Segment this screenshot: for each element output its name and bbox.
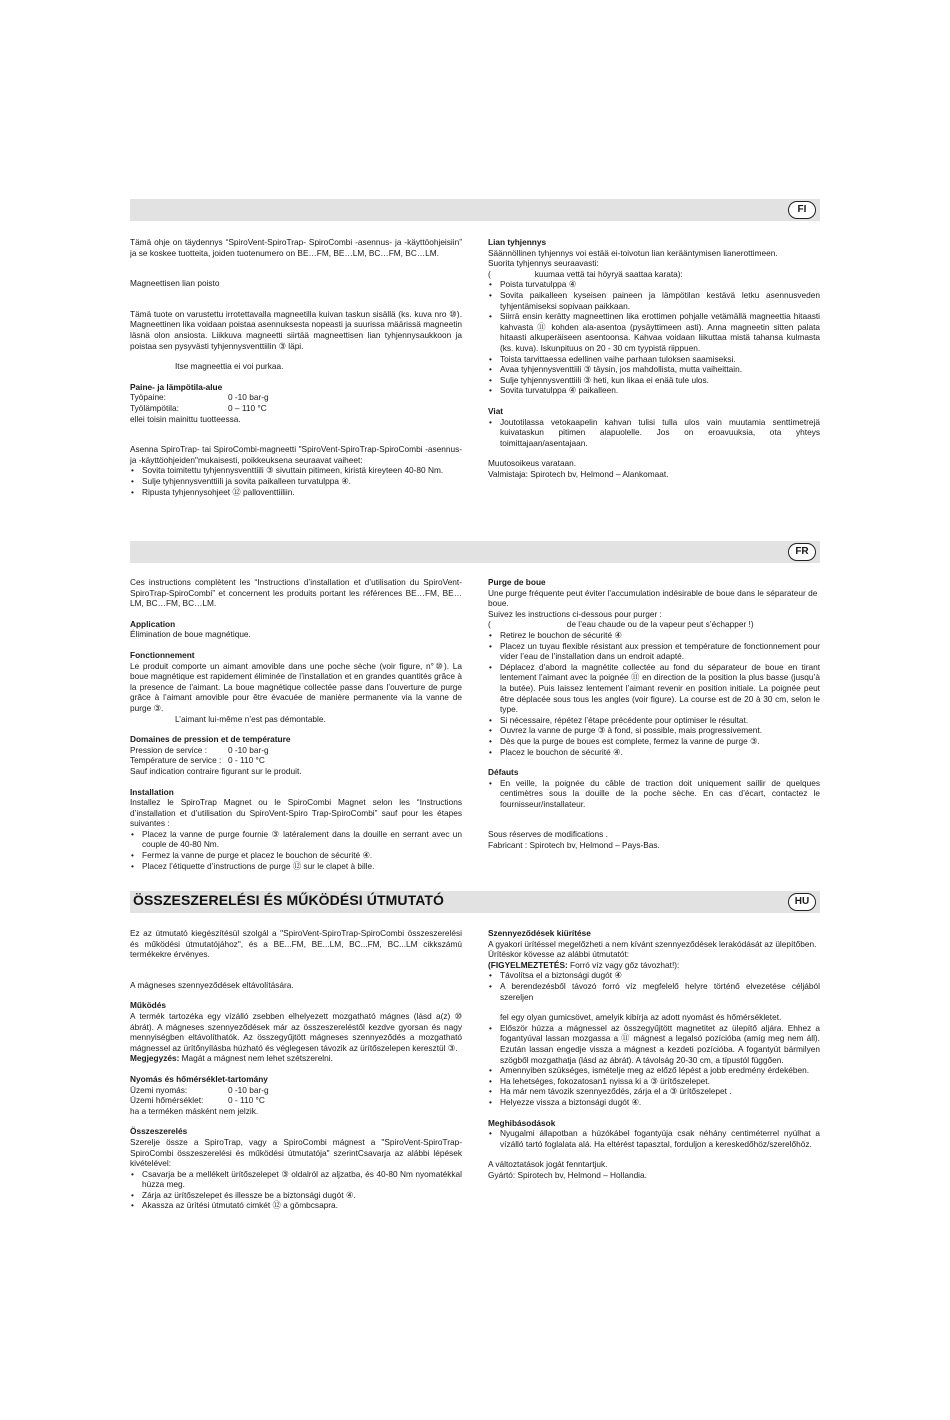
hu-temp-row: Üzemi hőmérséklet: 0 - 110 °C xyxy=(130,1095,265,1106)
fi-purge-intro2: Suorita tyhjennys seuraavasti: xyxy=(488,258,599,269)
hu-install-steps xyxy=(130,1169,462,1211)
list-item: • Placez la vanne de purge fournie ③ latéralement dans la douille en serrant avec un couple de 40-80 Nm. xyxy=(130,829,462,850)
list-item: • Avaa tyhjennysventtiili ③ täysin, jos mahdollista, mutta vaiheittain. xyxy=(488,364,820,375)
language-badge-fi: FI xyxy=(788,201,816,219)
hu-section-title: ÖSSZESZERELÉSI ÉS MŰKÖDÉSI ÚTMUTATÓ xyxy=(133,892,445,908)
hu-maker: Gyártó: Spirotech bv, Helmond – Hollandia. xyxy=(488,1169,647,1180)
fi-left-column xyxy=(130,237,462,507)
fi-purge-steps xyxy=(488,279,820,396)
section-header-hu xyxy=(130,891,820,913)
fr-purge-intro2: Suivez les instructions ci-dessous pour purger : xyxy=(488,608,662,619)
language-badge-fr: FR xyxy=(788,543,816,561)
fi-faults xyxy=(488,417,820,449)
list-item: • Sovita toimitettu tyhjennysventtiili ③ sivuttain pitimeen, kiristä kireyteen 40-80 Nm. xyxy=(130,465,462,476)
fr-purge-intro1: Une purge fréquente peut éviter l’accumulation indésirable de boue dans le séparateur de boue. xyxy=(488,587,818,609)
list-item: • A berendezésből távozó forró víz megfelelő helyre történő elvezetése céljából szereljen xyxy=(488,981,820,1002)
fi-intro: Tämä ohje on täydennys “SpiroVent-SpiroTrap- SpiroCombi -asennus- ja -käyttöohjeisiin” ja se koskee tuotteita, joiden tuotenumero on BE…FM, BE…LM, BC…FM, BC…LM. xyxy=(130,237,462,258)
hu-intro: Ez az útmutató kiegészítésül szolgál a "SpiroVent-SpiroTrap-SpiroCombi összeszerelési és működési útmutatójához", és a BE...FM, BE...LM, BC...FM, BC...LM cikkszámú termékekre érvényes. xyxy=(130,928,462,960)
list-item: • Sulje tyhjennysventtiili ③ heti, kun likaa ei enää tule ulos. xyxy=(488,375,820,386)
list-item: • Amennyiben szükséges, ismételje meg az előző lépést a jobb eredmény érdekében. xyxy=(488,1065,820,1076)
fi-range-note: ellei toisin mainittu tuotteessa. xyxy=(130,413,241,424)
section-header-fi xyxy=(130,199,820,221)
hu-faults-heading: Meghibásodások xyxy=(488,1117,556,1128)
fr-install-intro: Installez le SpiroTrap Magnet ou le SpiroCombi Magnet selon les “Instructions d’installation et d’utilisation du SpiroVent-Spiro Trap-SpiroCombi” sauf pour les étapes suivantes : xyxy=(130,797,462,829)
hu-purge-warning: (FIGYELMEZTETÉS: Forró víz vagy gőz távozhat!): xyxy=(488,959,680,970)
list-item: • Sulje tyhjennysventtiili ja sovita paikalleen turvatulppa ④. xyxy=(130,476,462,487)
fr-right-column xyxy=(488,577,820,851)
fi-faults-heading: Viat xyxy=(488,405,504,416)
hu-left-column xyxy=(130,928,462,1221)
fi-function: Tämä tuote on varustettu irrotettavalla magneetilla kuivan taskun sisällä (ks. kuva nro ⑩). Magneettinen lika voidaan poistaa asennuksesta nopeasti ja suurissa määrissä magneetin läsnä olon ansiosta. Liikkuva magneetti siirtää magneettisen lian tyhjennysaukkoon ja poistaa sen pysyvästi tyhjennysventtiilin ③ läpi. xyxy=(130,308,462,351)
fi-maker: Valmistaja: Spirotech bv, Helmond – Alankomaat. xyxy=(488,468,669,479)
list-item: • Dès que la purge de boues est complete, fermez la vanne de purge ③. xyxy=(488,736,820,747)
fi-purge-intro1: Säännöllinen tyhjennys voi estää ei-toivotun lian kerääntymisen lianerottimeen. xyxy=(488,247,778,258)
hu-note: Megjegyzés: Magát a mágnest nem lehet szétszerelni. xyxy=(130,1053,333,1064)
fr-function-heading: Fonctionnement xyxy=(130,649,195,660)
list-item: • Ha már nem távozik szennyeződés, zárja el a ③ ürítőszelepet . xyxy=(488,1086,820,1097)
hu-right-column xyxy=(488,928,820,1180)
fi-range-heading: Paine- ja lämpötila-alue xyxy=(130,381,223,392)
fr-intro: Ces instructions complètent les “Instructions d’installation et d’utilisation du SpiroVent-SpiroTrap-SpiroCombi” et concernent les produits portant les références BE…FM, BE…LM, BC…FM, BC…LM. xyxy=(130,577,462,609)
fr-purge-heading: Purge de boue xyxy=(488,577,546,587)
list-item: • Poista turvatulppa ④ xyxy=(488,279,820,290)
hu-purge-intro2: Ürítéskor kövesse az alábbi útmutatót: xyxy=(488,949,630,960)
fi-application: Magneettisen lian poisto xyxy=(130,278,220,289)
list-item: • Sovita turvatulppa ④ paikalleen. xyxy=(488,385,820,396)
fr-maker: Fabricant : Spirotech bv, Helmond – Pays-Bas. xyxy=(488,840,660,851)
list-item: • Csavarja be a mellékelt ürítőszelepet ③ oldalról az aljzatba, és 40-80 Nm nyomatékkal húzza meg. xyxy=(130,1169,462,1190)
list-item: • Ripusta tyhjennysohjeet ⑫ palloventtiiliin. xyxy=(130,487,462,498)
fi-purge-warning: ( kuumaa vettä tai höyryä saattaa karata): xyxy=(488,268,683,279)
list-item: • Toista tarvittaessa edellinen vaihe parhaan tuloksen saamiseksi. xyxy=(488,354,820,365)
hu-purge-steps-a xyxy=(488,970,820,1002)
list-item: • Akassza az ürítési útmutató cimkét ⑫ a gömbcsapra. xyxy=(130,1200,462,1211)
hu-purge-heading: Szennyeződések kiürítése xyxy=(488,928,591,938)
hu-application: A mágneses szennyeződések eltávolítására. xyxy=(130,979,294,990)
fi-right-column xyxy=(488,237,820,479)
fr-purge-warning: ( de l’eau chaude ou de la vapeur peut s’échapper !) xyxy=(488,619,754,630)
list-item: • Ouvrez la vanne de purge ③ à fond, si possible, mais progressivement. xyxy=(488,725,820,736)
fr-range-heading: Domaines de pression et de température xyxy=(130,734,291,745)
fi-pressure-row: Työpaine: 0 -10 bar-g xyxy=(130,392,269,403)
hu-reserve: A változtatások jogát fenntartjuk. xyxy=(488,1159,608,1170)
list-item: • Először húzza a mágnessel az összegyűjtött magnetitet az ülepítő aljára. Ehhez a fogantyúval lassan mozgassa a ⑪ mágnest a legalsó pozícióba (amíg meg nem áll). Ezután lassan engedje vissza a mágnest a kezdeti pozícióba. A fogantyút bármilyen szögből mozgathatja (lásd az ábrát). A távolság 20-30 cm, a típustól függően. xyxy=(488,1023,820,1065)
hu-faults xyxy=(488,1128,820,1149)
fr-pressure-row: Pression de service : 0 -10 bar-g xyxy=(130,744,269,755)
list-item: • Zárja az ürítőszelepet és illessze be a biztonsági dugót ④. xyxy=(130,1190,462,1201)
list-item: • Retirez le bouchon de sécurité ④ xyxy=(488,630,820,641)
hu-pressure-row: Üzemi nyomás: 0 -10 bar-g xyxy=(130,1084,269,1095)
fr-reserve: Sous réserves de modifications . xyxy=(488,829,608,840)
fr-application: Élimination de boue magnétique. xyxy=(130,629,251,640)
fr-purge-steps xyxy=(488,630,820,757)
hu-function-heading: Működés xyxy=(130,1000,166,1011)
list-item: • Placez un tuyau flexible résistant aux pression et température de fonctionnement pour vider l’eau de l’installation dans un endroit adapté. xyxy=(488,641,820,662)
hu-range-note: ha a terméken másként nem jelzik. xyxy=(130,1105,259,1116)
fr-application-heading: Application xyxy=(130,618,176,629)
section-header-fr xyxy=(130,541,820,563)
hu-install-intro: Szerelje össze a SpiroTrap, vagy a SpiroCombi mágnest a "SpiroVent-SpiroTrap-SpiroCombi összeszerelési és működési útmutatója" szerintCsavarja az alábbi lépések kivételével: xyxy=(130,1136,462,1169)
hu-function: A termék tartozéka egy vízálló zsebben elhelyezett mozgatható mágnes (lásd a(z) ⑩ ábrát). A mágneses szennyeződések már az összeszereléstől kezdve gyorsan és nagy mennyiségben eltávolíthatók. Az összegyűjtött mágneses szennyeződés a mozgatható mágnessel az ürítőnyílásba húzható és véglegesen távozik az ürítőszelepen keresztül ③. xyxy=(130,1010,462,1053)
fi-install-intro: Asenna SpiroTrap- tai SpiroCombi-magneetti "SpiroVent-SpiroTrap-SpiroCombi -asennus- ja -käyttöohjeiden"mukaisesti, poikkeuksena seuraavat vaiheet: xyxy=(130,444,462,465)
list-item: • Fermez la vanne de purge et placez le bouchon de sécurité ④. xyxy=(130,850,462,861)
fi-function-note: Itse magneettia ei voi purkaa. xyxy=(175,361,284,372)
hu-install-heading: Összeszerelés xyxy=(130,1126,188,1137)
fr-install-heading: Installation xyxy=(130,786,174,797)
fr-install-steps xyxy=(130,829,462,871)
fr-faults xyxy=(488,778,820,810)
fr-temp-row: Température de service : 0 - 110 °C xyxy=(130,755,265,766)
hu-purge-steps-b xyxy=(488,1023,820,1108)
list-item: • Nyugalmi állapotban a húzókábel fogantyúja csak néhány centiméterrel nyúlhat a vízálló tartó foglalata alá. Ha eltérést tapasztal, forduljon a kereskedőhöz/szerelőhöz. xyxy=(488,1128,820,1149)
hu-purge-cont: fel egy olyan gumicsövet, amelyik kibírja az adott nyomást és hőmérsékletet. xyxy=(500,1012,782,1023)
list-item: • Ha lehetséges, fokozatosan1 nyissa ki a ③ ürítőszelepet. xyxy=(488,1076,820,1087)
list-item: • Joutotilassa vetokaapelin kahvan tulisi tulla ulos vain muutamia senttimetrejä kuivataskun pitimen alapuolelle. Jos on eroavuuksia, ota yhteys toimittajaan/asentajaan. xyxy=(488,417,820,449)
fr-function: Le produit comporte un aimant amovible dans une poche sèche (voir figure, n°⑩). La boue magnétique est rapidement éliminée de l’installation et en grandes quantités grâce à la presence de l’aimant. La boue magnétique collectée passe dans l’ouverture de purge grâce à l’aimant amovible pour être évacuée de manière permanente via la vanne de purge ③. xyxy=(130,660,462,713)
fi-reserve: Muutosoikeus varataan. xyxy=(488,458,577,469)
fi-purge-heading: Lian tyhjennys xyxy=(488,237,547,247)
list-item: • Helyezze vissza a biztonsági dugót ④. xyxy=(488,1097,820,1108)
fi-temp-row: Työlämpötila: 0 – 110 °C xyxy=(130,402,267,413)
list-item: • Távolítsa el a biztonsági dugót ④ xyxy=(488,970,820,981)
language-badge-hu: HU xyxy=(788,893,816,911)
fi-install-steps xyxy=(130,465,462,497)
fr-left-column xyxy=(130,577,462,881)
list-item: • Siirrä ensin kerätty magneettinen lika erottimen pohjalle vetämällä magneettia hitaasti kahvasta ⑪ kohden ala-asentoa (pysäyttimeen asti). Anna magneetin sitten palata hitaasti alkuperäiseen asentoonsa. Kahvaa voidaan liikuttaa mistä tahansa kulmasta (ks. kuva). Iskunpituus on 20 - 30 cm tyypistä riippuen. xyxy=(488,311,820,353)
list-item: • Déplacez d’abord la magnétite collectée au fond du séparateur de boue en tirant lentement l’aimant avec la poignée ⑪ en direction de la position la plus basse (jusqu’à la butée). Puis laissez lentement l’aimant revenir en position initiale. La poignée peut être déplacée sous tous les angles (voir figure). La course est de 20 à 30 cm, selon le type. xyxy=(488,662,820,715)
hu-range-heading: Nyomás és hőmérséklet-tartomány xyxy=(130,1073,268,1084)
fr-faults-heading: Défauts xyxy=(488,767,519,778)
hu-purge-intro1: A gyakori ürítéssel megelőzheti a nem kívánt szennyeződések lerakódását az ülepítőben. xyxy=(488,938,817,949)
fr-function-note: L’aimant lui-même n’est pas démontable. xyxy=(175,713,326,724)
list-item: • Sovita paikalleen kyseisen paineen ja lämpötilan kestävä letku asennusveden tyhjentämiseksi sopivaan paikkaan. xyxy=(488,290,820,311)
list-item: • Placez l’étiquette d’instructions de purge ⑫ sur le clapet à bille. xyxy=(130,861,462,872)
list-item: • Si nécessaire, répétez l’étape précédente pour optimiser le résultat. xyxy=(488,715,820,726)
fr-range-note: Sauf indication contraire figurant sur le produit. xyxy=(130,765,302,776)
list-item: • En veille, la poignée du câble de traction doit uniquement saillir de quelques centimètres sous la douille de la poche sèche. En cas d’écart, contactez le fournisseur/installateur. xyxy=(488,778,820,810)
list-item: • Placez le bouchon de sécurité ④. xyxy=(488,747,820,758)
